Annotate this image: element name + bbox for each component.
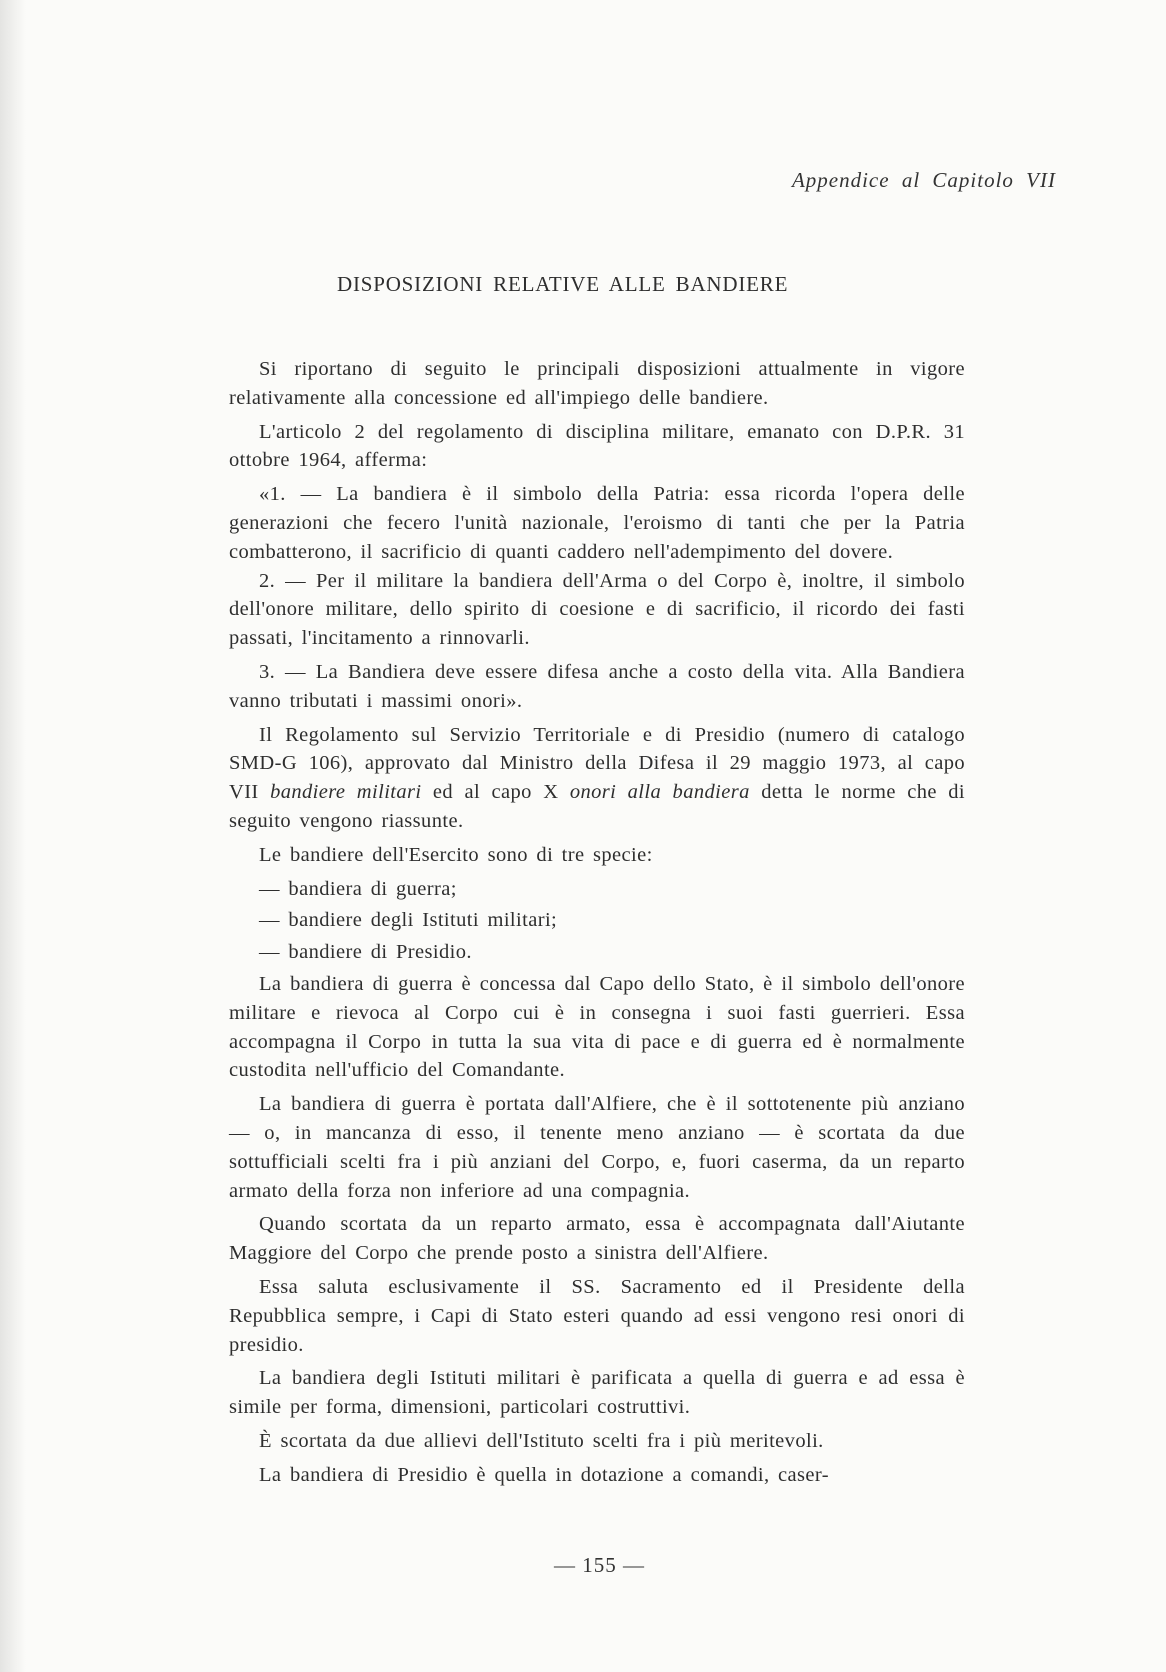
regolamento-italic: onori alla bandiera: [569, 781, 750, 804]
page-edge-shadow: [0, 0, 26, 1672]
paragraph: La bandiera di Presidio è quella in dotazione a comandi, caser-: [259, 1463, 829, 1486]
list-item: — bandiera di guerra;: [259, 877, 457, 900]
list-item: — bandiere di Presidio.: [259, 941, 472, 964]
paragraph: 3. — La Bandiera deve essere difesa anche a costo della vita. Alla Bandiera vanno tributati i massimi onori».: [229, 660, 965, 712]
regolamento-text: Il Regolamento sul Servizio Territoriale e di Presidio (numero di catalogo SMD-G 106), approvato dal Ministro della Difesa il 29 maggio 1973, al capo VII: [229, 723, 965, 804]
paragraph: La bandiera degli Istituti militari è parificata a quella di guerra e ad essa è simile per forma, dimensioni, particolari costruttivi.: [229, 1367, 965, 1419]
paragraph: L'articolo 2 del regolamento di disciplina militare, emanato con D.P.R. 31 ottobre 1964, afferma:: [229, 420, 965, 472]
regolamento-italic: bandiere militari: [270, 781, 422, 804]
paragraph: Le bandiere dell'Esercito sono di tre specie:: [259, 843, 653, 866]
body-text: [229, 355, 965, 1494]
paragraph: Si riportano di seguito le principali disposizioni attualmente in vigore relativamente alla concessione ed all'impiego delle bandiere.: [229, 358, 965, 409]
paragraph: 2. — Per il militare la bandiera dell'Arma o del Corpo è, inoltre, il simbolo dell'onore militare, dello spirito di coesione e di sacrificio, il ricordo dei fasti passati, l'incitamento a rinnovarli.: [229, 569, 965, 650]
section-title: DISPOSIZIONI RELATIVE ALLE BANDIERE: [337, 272, 789, 296]
paragraph: La bandiera di guerra è portata dall'Alfiere, che è il sottotenente più anziano — o, in mancanza di esso, il tenente meno anziano — è scortata da due sottufficiali scelti fra i più anziani del Corpo, e, fuori caserma, da un reparto armato della forza non inferiore ad una compagnia.: [229, 1093, 965, 1202]
paragraph: Quando scortata da un reparto armato, essa è accompagnata dall'Aiutante Maggiore del Corpo che prende posto a sinistra dell'Alfiere.: [229, 1213, 965, 1265]
list-item: — bandiere degli Istituti militari;: [259, 909, 558, 932]
paragraph: È scortata da due allievi dell'Istituto scelti fra i più meritevoli.: [259, 1429, 824, 1452]
page-number: — 155 —: [554, 1553, 645, 1577]
paragraph: «1. — La bandiera è il simbolo della Patria: essa ricorda l'opera delle generazioni che fecero l'unità nazionale, l'eroismo di tanti che per la Patria combatterono, il sacrificio di quanti caddero nell'adempimento del dovere.: [229, 483, 965, 563]
paragraph-regolamento: [229, 721, 965, 836]
regolamento-text: ed al capo X: [421, 781, 570, 804]
paragraph: Essa saluta esclusivamente il SS. Sacramento ed il Presidente della Repubblica sempre, i Capi di Stato esteri quando ad essi vengono resi onori di presidio.: [229, 1275, 965, 1356]
regolamento-text: detta le norme che di seguito vengono riassunte.: [229, 781, 966, 832]
paragraph: La bandiera di guerra è concessa dal Capo dello Stato, è il simbolo dell'onore militare e rievoca al Corpo cui è in consegna i suoi fasti guerrieri. Essa accompagna il Corpo in tutta la sua vita di pace e di guerra ed è normalmente custodita nell'ufficio del Comandante.: [229, 972, 965, 1082]
running-header: Appendice al Capitolo VII: [791, 168, 1056, 192]
